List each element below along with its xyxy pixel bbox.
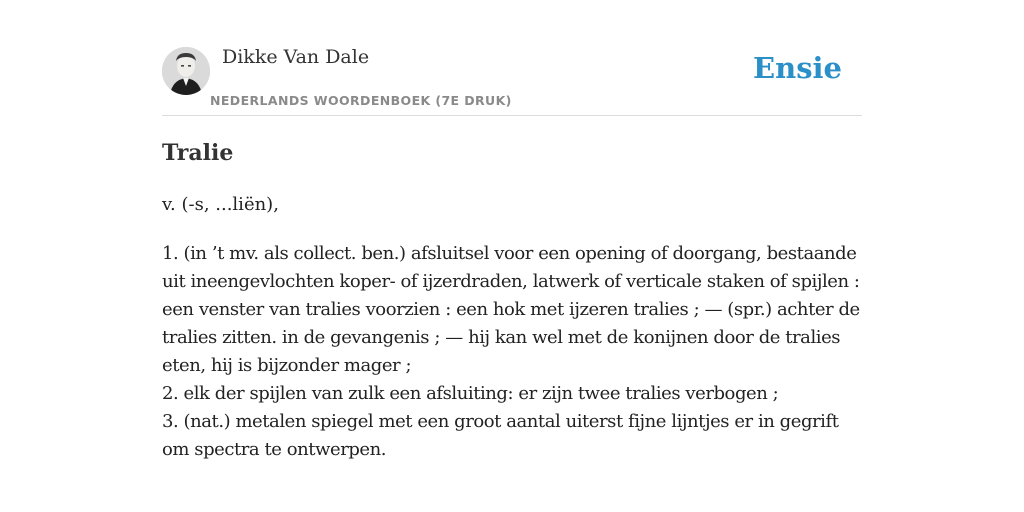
definition-list [162,240,862,464]
definition-item: 1. (in ’t mv. als collect. ben.) afsluitsel voor een opening of doorgang, bestaande uit ineengevlochten koper- of ijzerdraden, latwerk of verticale staken of spijlen : een venster van tralies voorzien : een hok met ijzeren tralies ; — (spr.) achter de tralies zitten. in de gevangenis ; — hij kan wel met de konijnen door de tralies eten, hij is bijzonder mager ; [162,243,860,376]
brand-logo[interactable]: Ensie [753,51,842,85]
portrait-icon [162,47,210,95]
header [162,40,862,116]
definition-item: 3. (nat.) metalen spiegel met een groot aantal uiterst fijne lijntjes er in gegrift om spectra te ontwerpen. [162,411,839,460]
dictionary-name[interactable]: NEDERLANDS WOORDENBOEK (7E DRUK) [210,93,512,108]
author-avatar[interactable] [162,47,210,95]
entry-title: Tralie [162,140,234,166]
author-name[interactable]: Dikke Van Dale [222,46,370,68]
definition-item: 2. elk der spijlen van zulk een afsluiting: er zijn twee tralies verbogen ; [162,383,779,404]
entry-grammar: v. (-s, ...liën), [162,194,279,215]
